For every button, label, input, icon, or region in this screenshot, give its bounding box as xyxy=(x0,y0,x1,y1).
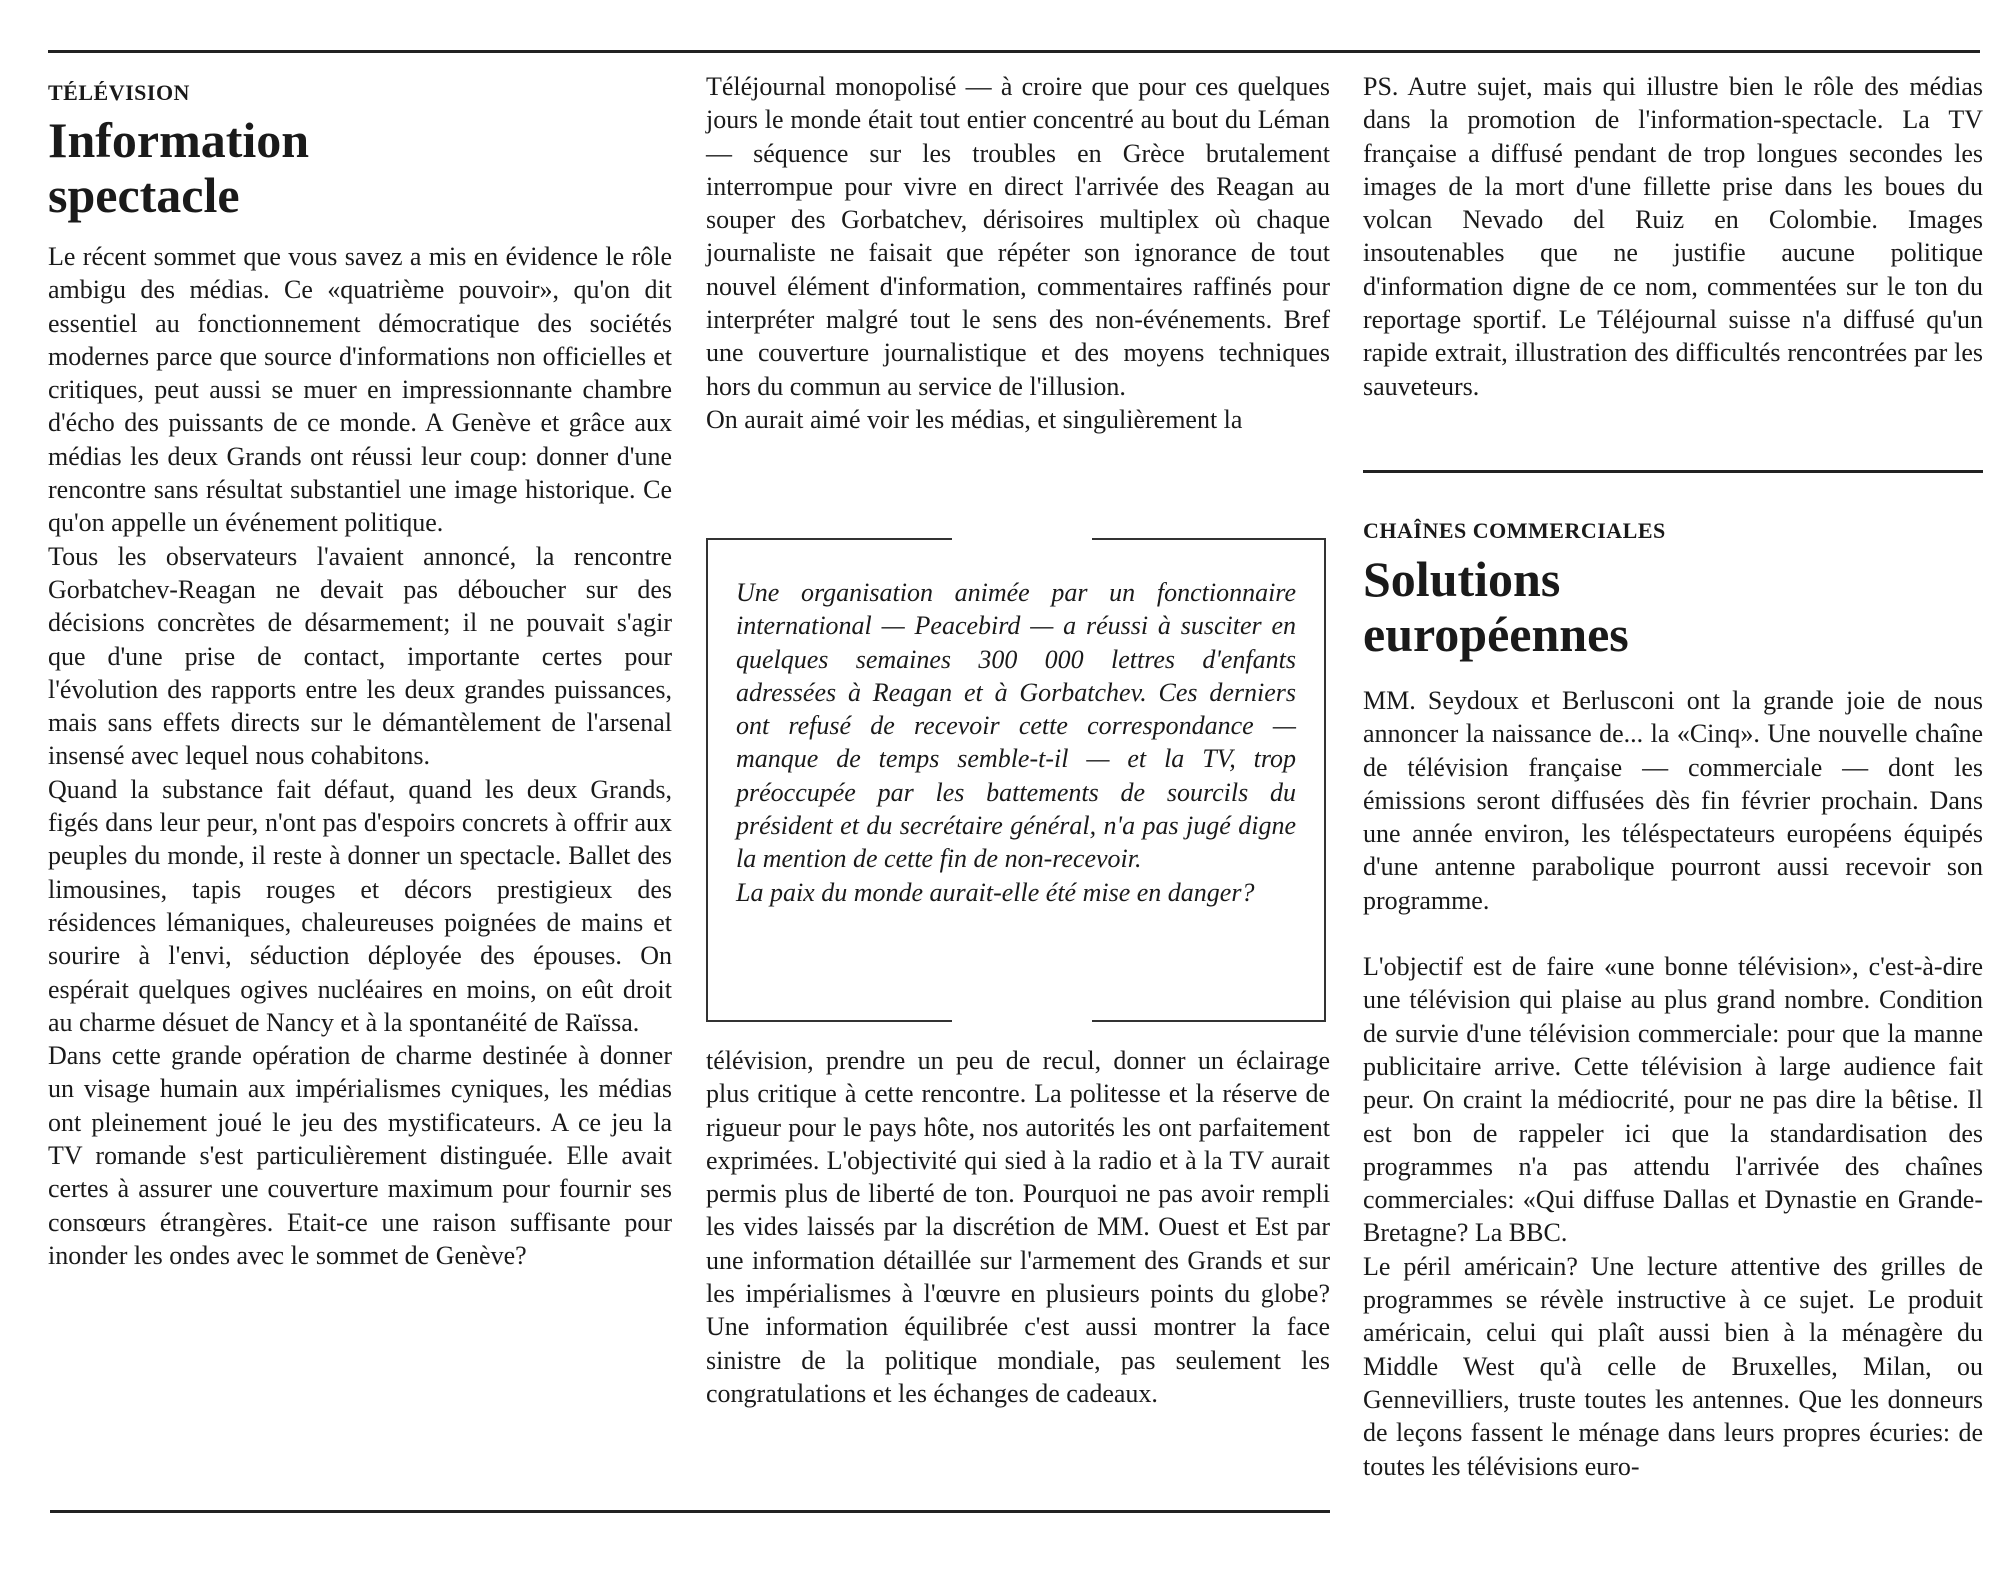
top-rule xyxy=(48,50,1980,53)
paragraph: On aurait aimé voir les médias, et singulièrement la xyxy=(706,404,1243,434)
article-1-continued-bottom xyxy=(706,1044,1330,1410)
paragraph: L'objectif est de faire «une bonne télévision», c'est-à-dire une télévision qui plaise au plus grand nombre. Condition de survie d'une télévision commerciale: pour que la manne publicitaire arrive. Cette télévision à large audience fait peur. On craint la médiocrité, pour ne pas dire la bêtise. Il est bon de rappeler ici que la standardisation des programmes n'a pas attendu l'arrivée des chaînes commerciales: «Qui diffuse Dallas et Dynastie en Grande-Bretagne? La BBC. xyxy=(1363,952,1983,1248)
article-2-body xyxy=(1363,684,1983,1483)
paragraph: PS. Autre sujet, mais qui illustre bien le rôle des médias dans la promotion de l'information-spectacle. La TV française a diffusé pendant de trop longues secondes les images de la mort d'une fillette prise dans les boues du volcan Nevado del Ruiz en Colombie. Images insoutenables que ne justifie aucune politique d'information digne de ce nom, commentées sur le ton du reportage sportif. Le Téléjournal suisse n'a diffusé qu'un rapide extrait, illustration des difficultés rencontrées par les sauveteurs. xyxy=(1363,72,1983,401)
paragraph: télévision, prendre un peu de recul, donner un éclairage plus critique à cette rencontre. La politesse et la réserve de rigueur pour le pays hôte, nos autorités les ont parfaitement exprimées. L'objectivité qui sied à la radio et à la TV aurait permis plus de liberté de ton. Pourquoi ne pas avoir rempli les vides laissés par la discrétion de MM. Ouest et Est par une information détaillée sur l'armement des Grands et sur les impérialismes à l'œuvre en plusieurs points du globe? Une information équilibrée c'est aussi montrer la face sinistre de la politique mondiale, pas seulement les congratulations et les échanges de cadeaux. xyxy=(706,1046,1330,1408)
article-1-postscript xyxy=(1363,70,1983,403)
section-kicker-chaines-commerciales: CHAÎNES COMMERCIALES xyxy=(1363,518,1666,543)
bottom-rule xyxy=(50,1510,1330,1513)
box-bottom-notch xyxy=(952,1018,1092,1024)
headline-information-spectacle xyxy=(48,113,672,223)
paragraph: Tous les observateurs l'avaient annoncé, la rencontre Gorbatchev-Reagan ne devait pas déboucher sur des décisions concrètes de désarmement; il ne pouvait s'agir que d'une prise de contact, importante certes pour l'évolution des rapports entre les deux grandes puissances, mais sans effets directs sur le démantèlement de l'arsenal insensé avec lequel nous cohabitons. xyxy=(48,541,672,771)
paragraph: La paix du monde aurait-elle été mise en danger? xyxy=(736,877,1255,907)
paragraph: Le péril américain? Une lecture attentive des grilles de programmes se révèle instructive à ce sujet. Le produit américain, celui qui plaît aussi bien à la ménagère du Middle West qu'à celle de Bruxelles, Milan, ou Gennevilliers, truste toutes les antennes. Que les donneurs de leçons fassent le ménage dans leurs propres écuries: de toutes les télévisions euro- xyxy=(1363,1251,1983,1481)
headline-solutions-europeennes xyxy=(1363,552,1983,662)
paragraph: Téléjournal monopolisé — à croire que pour ces quelques jours le monde était tout entier concentré au bout du Léman — séquence sur les troubles en Grèce brutalement interrompue pour vivre en direct l'arrivée des Reagan au souper des Gorbatchev, dérisoires multiplex où chaque journaliste ne faisait que répéter son ignorance de tout nouvel élément d'information, commentaires raffinés pour interpréter malgré tout le sens des non-événements. Bref une couverture journalistique et des moyens techniques hors du commun au service de l'illusion. xyxy=(706,72,1330,401)
paragraph: Quand la substance fait défaut, quand les deux Grands, figés dans leur peur, n'ont pas d'espoirs concrets à offrir aux peuples du monde, il reste à donner un spectacle. Ballet des limousines, tapis rouges et décors prestigieux des résidences lémaniques, chaleureuses poignées de mains et sourire à l'envi, séduction déployée des épouses. On espérait quelques ogives nucléaires en moins, on eût droit au charme désuet de Nancy et à la spontanéité de Raïssa. xyxy=(48,774,672,1037)
article-1-body xyxy=(48,240,672,1272)
paragraph: Dans cette grande opération de charme destinée à donner un visage humain aux impérialismes cyniques, les médias ont pleinement joué le jeu des mystificateurs. A ce jeu la TV romande s'est particulièrement distinguée. Elle avait certes à assurer une couverture maximum pour fournir ses consœurs étrangères. Etait-ce une raison suffisante pour inonder les ondes avec le sommet de Genève? xyxy=(48,1041,672,1270)
headline-line-2: spectacle xyxy=(48,167,240,223)
paragraph: Le récent sommet que vous savez a mis en évidence le rôle ambigu des médias. Ce «quatrième pouvoir», qu'on dit essentiel au fonctionnement démocratique des sociétés modernes parce que source d'informations non officielles et critiques, peut aussi se muer en impressionnante chambre d'écho des puissants de ce monde. A Genève et grâce aux médias les deux Grands ont réussi leur coup: donner d'une rencontre sans résultat substantiel une image historique. Ce qu'on appelle un événement politique. xyxy=(48,242,672,538)
boxed-insert xyxy=(706,538,1326,1022)
headline-line-2: européennes xyxy=(1363,606,1629,662)
headline-line-1: Information xyxy=(48,112,310,168)
boxed-insert-text xyxy=(736,576,1296,909)
headline-line-1: Solutions xyxy=(1363,551,1561,607)
paragraph: Une organisation animée par un fonctionnaire international — Peacebird — a réussi à susciter en quelques semaines 300 000 lettres d'enfants adressées à Reagan et à Gorbatchev. Ces derniers ont refusé de recevoir cette correspondance — manque de temps semble-t-il — et la TV, trop préoccupée par les battements de sourcils du président et du secrétaire général, n'a pas jugé digne la mention de cette fin de non-recevoir. xyxy=(736,578,1296,874)
section-divider xyxy=(1363,470,1983,473)
article-1-continued-top xyxy=(706,70,1330,436)
paragraph: MM. Seydoux et Berlusconi ont la grande joie de nous annoncer la naissance de... la «Cinq». Une nouvelle chaîne de télévision française — commerciale — dont les émissions seront diffusées dès fin février prochain. Dans une année environ, les téléspectateurs européens équipés d'une antenne parabolique pourront aussi recevoir son programme. xyxy=(1363,686,1983,915)
box-top-notch xyxy=(952,536,1092,542)
section-kicker-television: TÉLÉVISION xyxy=(48,80,190,105)
